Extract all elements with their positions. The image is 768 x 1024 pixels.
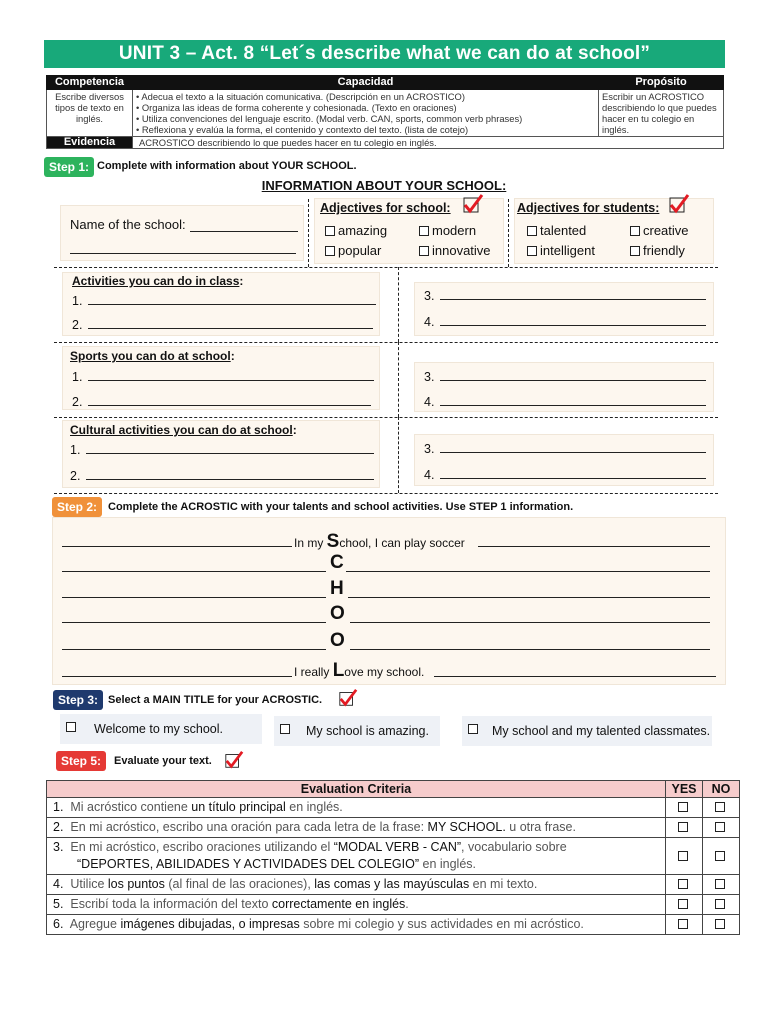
answer-line[interactable]: 3.	[424, 442, 706, 456]
capacidad-item: • Organiza las ideas de forma coherente y cohesionada. (Texto en oraciones)	[136, 102, 457, 113]
no-checkbox[interactable]	[715, 851, 725, 861]
criteria-cell: 6. Agregue imágenes dibujadas, o impresas sobre mi colegio y sus actividades en mi acróstico.	[47, 915, 666, 935]
acrostic-line[interactable]	[434, 676, 716, 677]
answer-line[interactable]: 1.	[72, 370, 374, 384]
acrostic-line[interactable]	[62, 676, 292, 677]
acrostic-line[interactable]	[62, 622, 326, 623]
step2-instruction: Complete the ACROSTIC with your talents and school activities. Use STEP 1 information.	[108, 501, 574, 513]
answer-line[interactable]: 2.	[72, 318, 373, 332]
adj-option-modern[interactable]: modern	[419, 223, 476, 238]
no-checkbox[interactable]	[715, 802, 725, 812]
table-row	[47, 798, 740, 818]
school-name-line-2[interactable]	[70, 253, 296, 254]
step3-instruction: Select a MAIN TITLE for your ACROSTIC.	[108, 694, 323, 706]
table-row	[47, 895, 740, 915]
step1-instruction: Complete with information about YOUR SCHOOL.	[97, 160, 357, 172]
check-icon	[224, 750, 244, 770]
yes-checkbox[interactable]	[678, 802, 688, 812]
adj-option-innovative[interactable]: innovative	[419, 243, 491, 258]
table-row	[47, 838, 740, 875]
checkbox[interactable]	[419, 246, 429, 256]
acrostic-line[interactable]	[350, 622, 710, 623]
criteria-cell: 4. Utilice los puntos (al final de las oraciones), las comas y las mayúsculas en mi texto.	[47, 875, 666, 895]
checkbox[interactable]	[66, 722, 76, 732]
checkbox[interactable]	[280, 724, 290, 734]
acrostic-line[interactable]	[62, 571, 326, 572]
adj-school-title: Adjectives for school:	[320, 201, 451, 215]
criteria-cell: 5. Escribí toda la información del texto correctamente en inglés.	[47, 895, 666, 915]
criteria-cell: 3. En mi acróstico, escribo oraciones utilizando el “MODAL VERB - CAN”, vocabulario sobre “DEPORTES, ABILIDADES Y ACTIVIDADES DEL COLEGIO” en inglés.	[47, 838, 666, 875]
evidencia-label: Evidencia	[47, 137, 133, 149]
acrostic-letter-o: O	[330, 630, 345, 651]
criteria-cell: 1. Mi acróstico contiene un título principal en inglés.	[47, 798, 666, 818]
acrostic-line[interactable]	[62, 597, 326, 598]
step1-badge: Step 1:	[44, 157, 94, 177]
answer-line[interactable]: 4.	[424, 315, 706, 329]
adj-option-amazing[interactable]: amazing	[325, 223, 387, 238]
checkbox[interactable]	[527, 246, 537, 256]
step1-heading: INFORMATION ABOUT YOUR SCHOOL:	[261, 178, 507, 193]
section-title-cultural: Cultural activities you can do at school:	[70, 423, 297, 437]
adj-students-title: Adjectives for students:	[517, 201, 660, 215]
check-icon	[338, 688, 358, 708]
step2-badge: Step 2:	[52, 497, 102, 517]
school-name-line[interactable]	[190, 231, 298, 232]
table-row	[47, 818, 740, 838]
checkbox[interactable]	[527, 226, 537, 236]
yes-checkbox[interactable]	[678, 899, 688, 909]
check-icon	[462, 193, 484, 215]
answer-line[interactable]: 1.	[72, 294, 376, 308]
answer-line[interactable]: 2.	[70, 469, 374, 483]
acrostic-letter-h: H	[330, 578, 344, 599]
header-competencia: Competencia	[47, 76, 133, 90]
section-title-activities: Activities you can do in class:	[72, 274, 244, 288]
divider	[308, 199, 309, 267]
answer-line[interactable]: 3.	[424, 370, 706, 384]
checkbox[interactable]	[325, 246, 335, 256]
adj-option-friendly[interactable]: friendly	[630, 243, 685, 258]
acrostic-letter-c: C	[330, 552, 344, 573]
acrostic-line[interactable]	[350, 649, 710, 650]
adj-option-creative[interactable]: creative	[630, 223, 689, 238]
table-row	[47, 875, 740, 895]
school-name-label: Name of the school:	[70, 217, 186, 232]
acrostic-line-1: In my School, I can play soccer	[294, 531, 465, 552]
yes-checkbox[interactable]	[678, 919, 688, 929]
divider	[54, 267, 718, 268]
divider	[54, 493, 718, 494]
checkbox[interactable]	[468, 724, 478, 734]
yes-checkbox[interactable]	[678, 879, 688, 889]
step3-badge: Step 3:	[53, 690, 103, 710]
no-checkbox[interactable]	[715, 919, 725, 929]
checkbox[interactable]	[630, 226, 640, 236]
title-option-1[interactable]: Welcome to my school.	[60, 714, 262, 744]
acrostic-line[interactable]	[62, 546, 292, 547]
header-capacidad: Capacidad	[133, 76, 599, 90]
header-proposito: Propósito	[599, 76, 724, 90]
check-icon	[668, 193, 690, 215]
divider	[54, 342, 718, 343]
no-checkbox[interactable]	[715, 822, 725, 832]
acrostic-letter-o: O	[330, 603, 345, 624]
step5-instruction: Evaluate your text.	[114, 755, 212, 767]
capacidad-item: • Utiliza convenciones del lenguaje escrito. (Modal verb. CAN, sports, common verb phrases)	[136, 113, 523, 124]
acrostic-line[interactable]	[478, 546, 710, 547]
acrostic-line-last: I really Love my school.	[294, 660, 425, 681]
yes-checkbox[interactable]	[678, 851, 688, 861]
answer-line[interactable]: 1.	[70, 443, 374, 457]
answer-line[interactable]: 2.	[72, 395, 371, 409]
divider	[508, 199, 509, 267]
yes-checkbox[interactable]	[678, 822, 688, 832]
acrostic-line[interactable]	[348, 597, 710, 598]
eval-header-yes: YES	[666, 781, 703, 798]
answer-line[interactable]: 4.	[424, 468, 706, 482]
section-title-sports: Sports you can do at school:	[70, 349, 235, 363]
eval-header-criteria: Evaluation Criteria	[47, 781, 666, 798]
competency-table	[46, 75, 724, 149]
checkbox[interactable]	[419, 226, 429, 236]
divider	[54, 417, 718, 418]
capacidad-item: • Adecua el texto a la situación comunicativa. (Descripción en un ACROSTICO)	[136, 91, 465, 102]
evaluation-table	[46, 780, 740, 935]
proposito-text: Escribir un ACROSTICO describiendo lo que puedes hacer en tu colegio en inglés.	[599, 90, 724, 137]
competencia-text: Escribe diversos tipos de texto en inglés.	[47, 90, 133, 137]
capacidad-item: • Reflexiona y evalúa la forma, el contenido y contexto del texto. (lista de cotejo)	[136, 124, 469, 135]
step5-badge: Step 5:	[56, 751, 106, 771]
title-option-2[interactable]: My school is amazing.	[274, 716, 440, 746]
checkbox[interactable]	[630, 246, 640, 256]
evidencia-text: ACROSTICO describiendo lo que puedes hacer en tu colegio en inglés.	[133, 137, 724, 149]
no-checkbox[interactable]	[715, 899, 725, 909]
answer-line[interactable]: 4.	[424, 395, 706, 409]
divider	[398, 267, 399, 342]
checkbox[interactable]	[325, 226, 335, 236]
divider	[398, 342, 399, 417]
adj-option-intelligent[interactable]: intelligent	[527, 243, 595, 258]
page-title: UNIT 3 – Act. 8 “Let´s describe what we can do at school”	[44, 40, 725, 68]
title-option-3[interactable]: My school and my talented classmates.	[462, 716, 712, 746]
adj-option-popular[interactable]: popular	[325, 243, 381, 258]
acrostic-line[interactable]	[62, 649, 326, 650]
adj-option-talented[interactable]: talented	[527, 223, 586, 238]
no-checkbox[interactable]	[715, 879, 725, 889]
divider	[398, 417, 399, 493]
acrostic-line[interactable]	[346, 571, 710, 572]
table-row	[47, 915, 740, 935]
criteria-cell: 2. En mi acróstico, escribo una oración para cada letra de la frase: MY SCHOOL. u otra frase.	[47, 818, 666, 838]
answer-line[interactable]: 3.	[424, 289, 706, 303]
eval-header-no: NO	[703, 781, 740, 798]
